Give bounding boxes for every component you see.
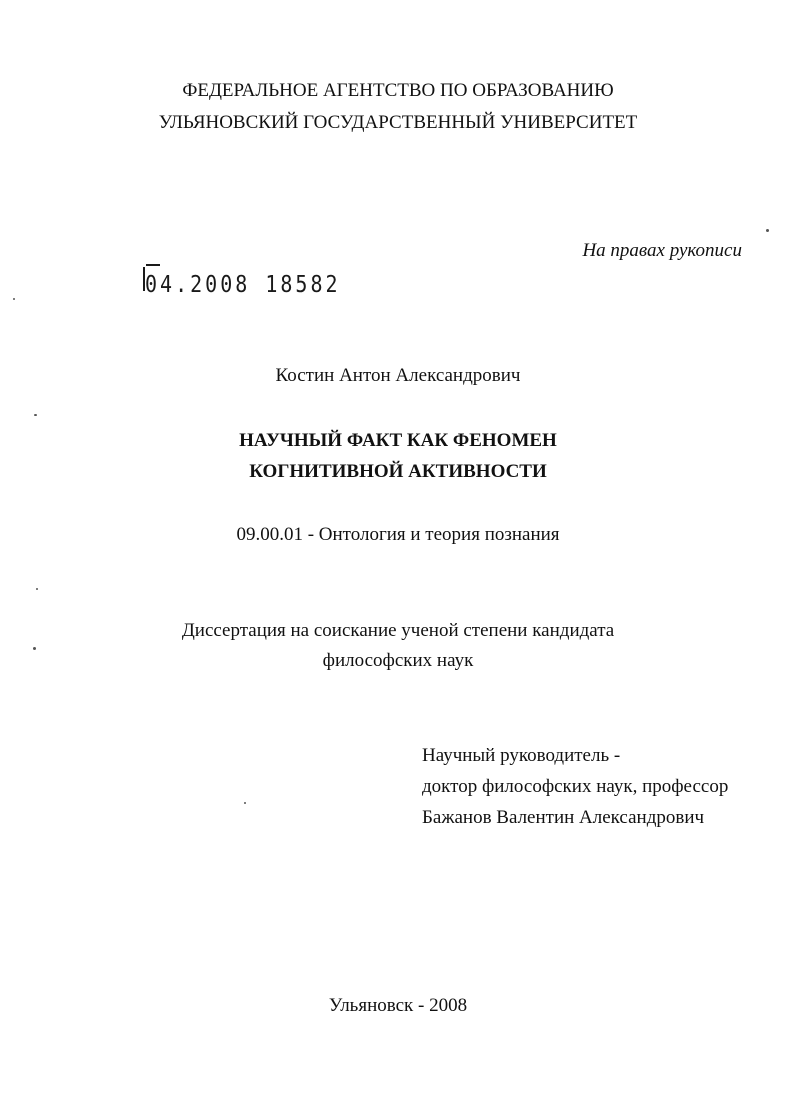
- dissertation-title-line-2: КОГНИТИВНОЙ АКТИВНОСТИ: [249, 461, 547, 482]
- scan-speck: [36, 588, 38, 590]
- stamp-tick-mark: [146, 264, 160, 266]
- degree-line-1: Диссертация на соискание ученой степени кандидата: [181, 620, 615, 641]
- manuscript-note: На правах рукописи: [582, 240, 742, 261]
- scan-speck: [34, 414, 37, 416]
- supervisor-rank: доктор философских наук, профессор: [422, 776, 729, 797]
- supervisor-name: Бажанов Валентин Александрович: [422, 807, 705, 828]
- specialty-code: 09.00.01 - Онтология и теория познания: [236, 524, 560, 545]
- agency-name: ФЕДЕРАЛЬНОЕ АГЕНТСТВО ПО ОБРАЗОВАНИЮ: [182, 80, 614, 101]
- city-year: Ульяновск - 2008: [328, 995, 468, 1016]
- scan-speck: [244, 802, 246, 804]
- university-name: УЛЬЯНОВСКИЙ ГОСУДАРСТВЕННЫЙ УНИВЕРСИТЕТ: [158, 112, 638, 133]
- archive-stamp: 04.2008 18582: [145, 270, 341, 298]
- scan-speck: [13, 298, 15, 300]
- dissertation-title-line-1: НАУЧНЫЙ ФАКТ КАК ФЕНОМЕН: [239, 430, 557, 451]
- scan-speck: [766, 229, 769, 232]
- author-name: Костин Антон Александрович: [275, 365, 521, 386]
- scan-speck: [33, 647, 36, 650]
- supervisor-role: Научный руководитель -: [422, 745, 621, 766]
- degree-line-2: философских наук: [322, 650, 474, 671]
